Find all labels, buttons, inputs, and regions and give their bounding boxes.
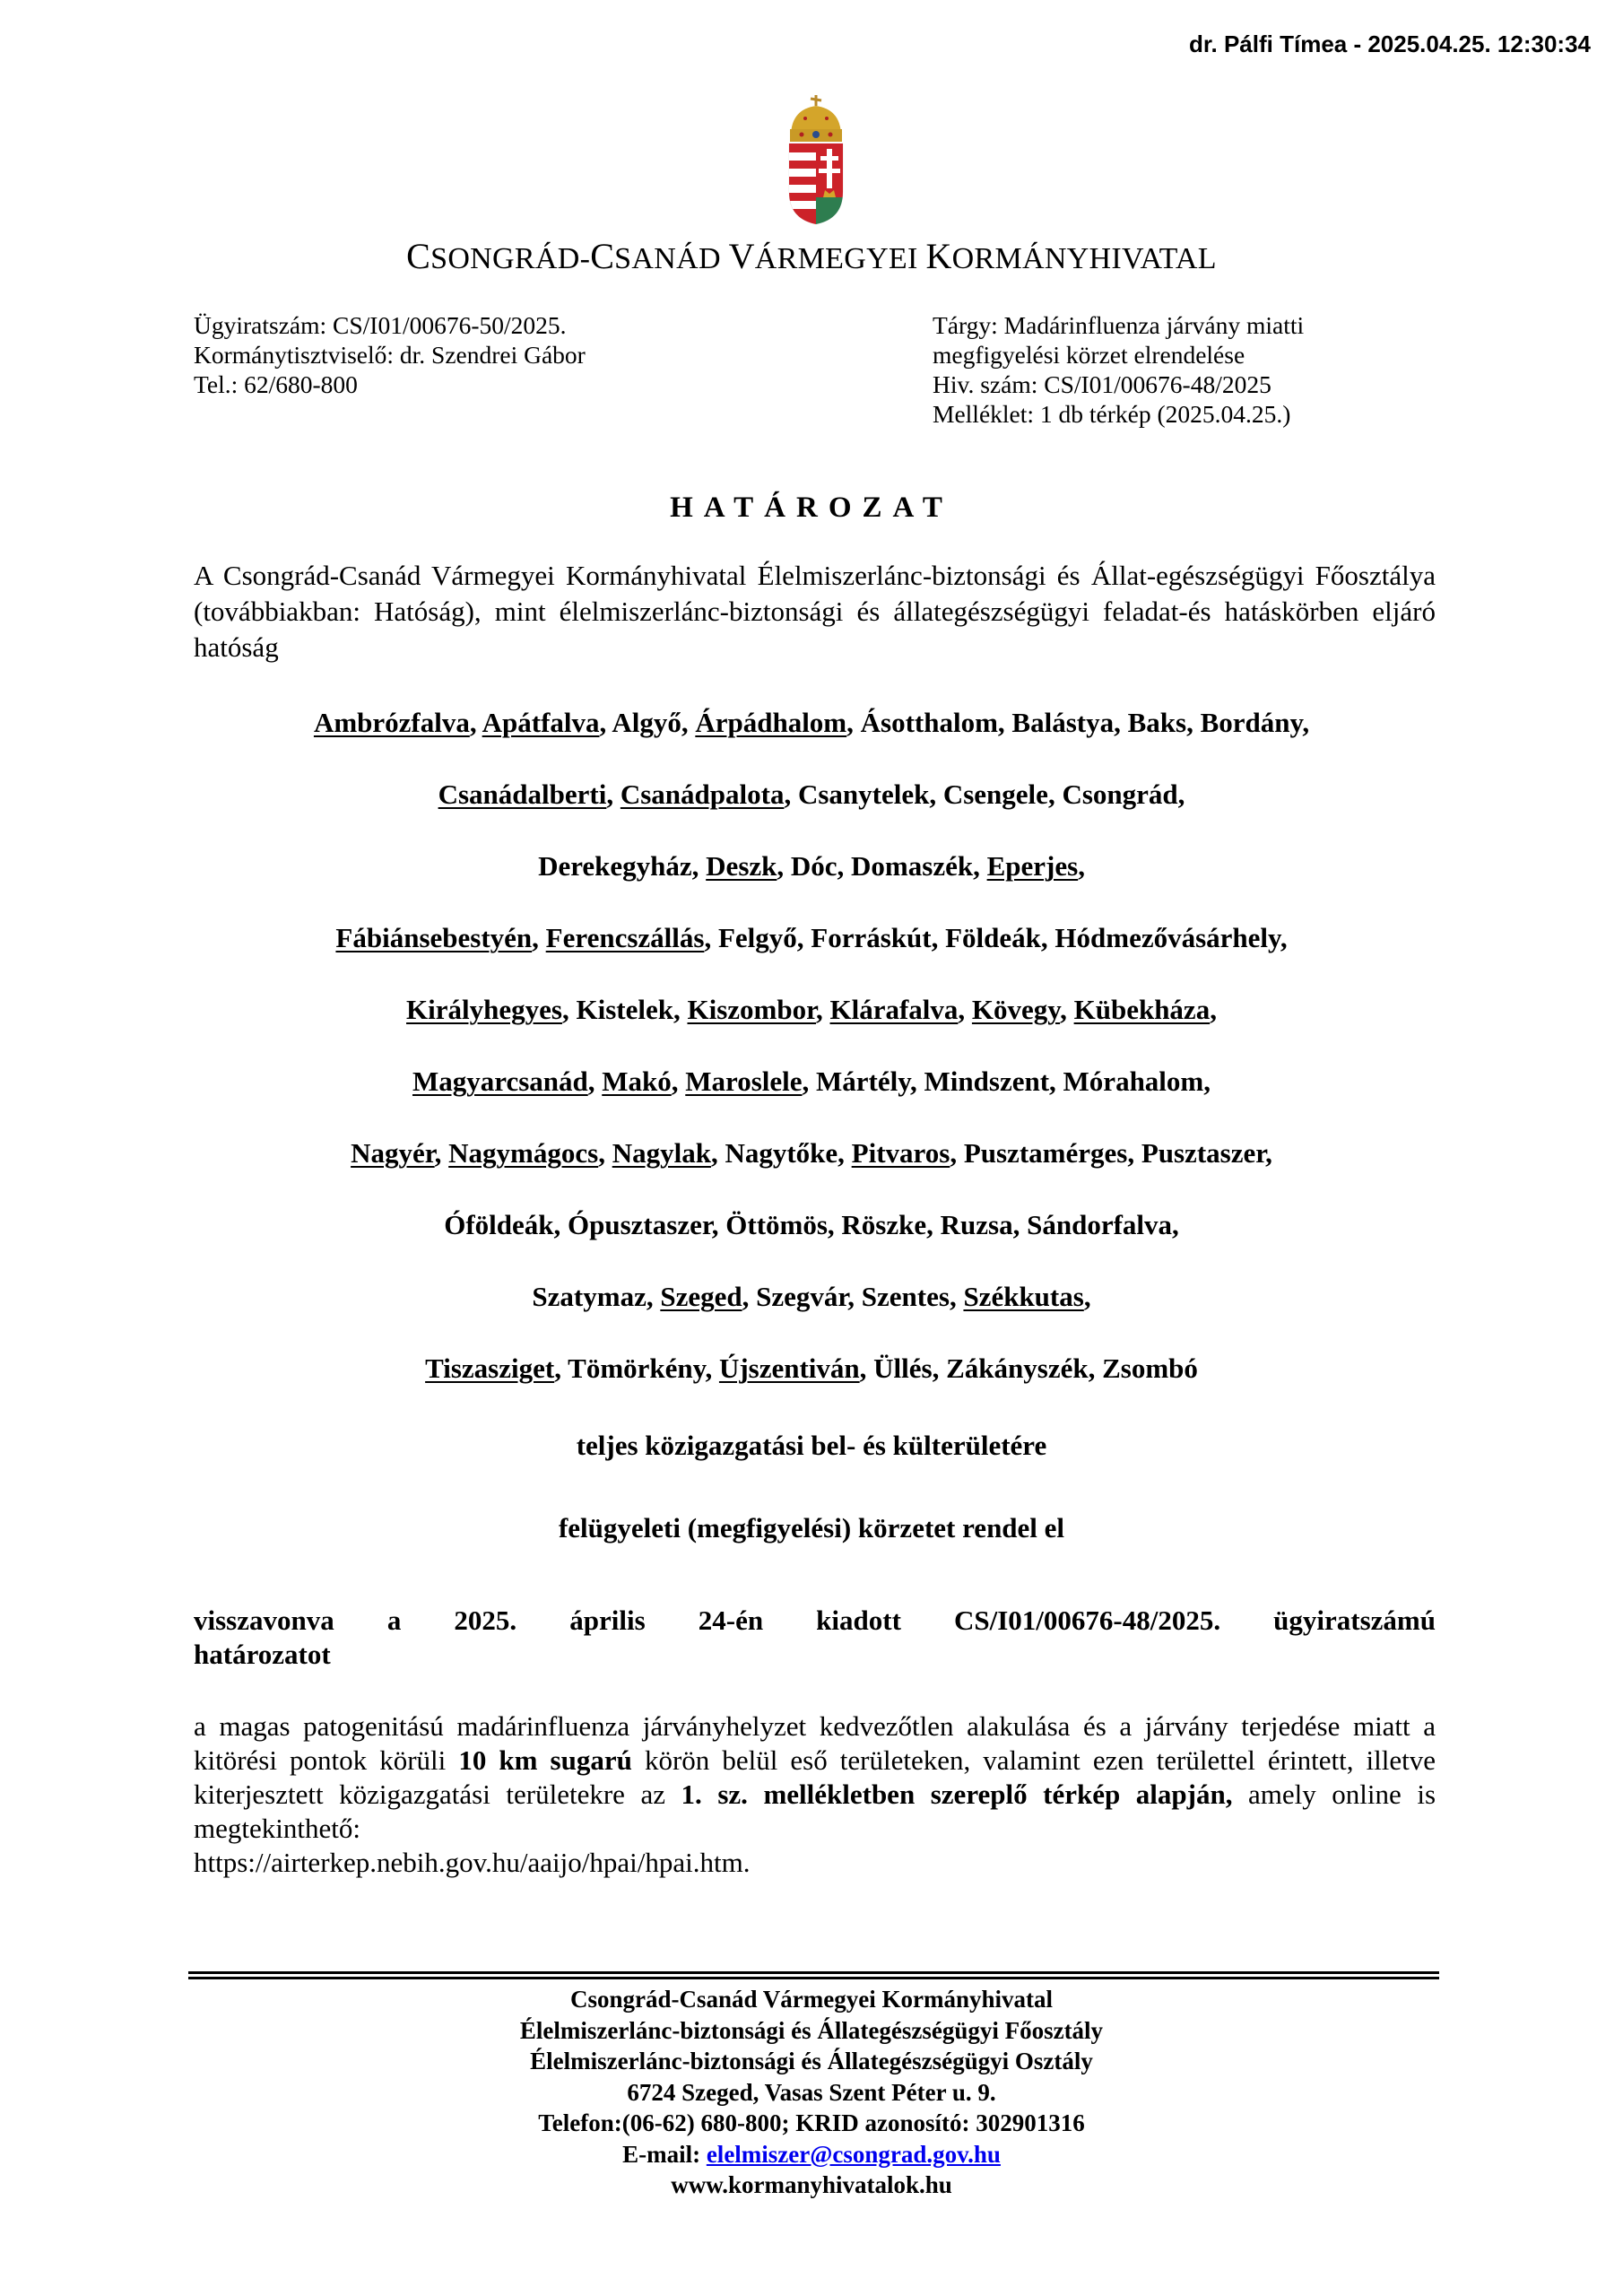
town-name: Derekegyház	[538, 850, 692, 882]
town-name: Mórahalom	[1063, 1065, 1204, 1097]
town-name: Ópusztaszer	[568, 1209, 712, 1240]
town-name: Röszke	[841, 1209, 927, 1240]
town-name: Kübekháza	[1073, 994, 1211, 1025]
footer-agency: Csongrád-Csanád Vármegyei Kormányhivatal	[569, 1986, 1053, 2013]
town-name: Balástya	[1011, 707, 1115, 738]
town-name: Makó	[602, 1065, 672, 1097]
revocation-line-2: határozatot	[194, 1639, 331, 1670]
attachment: Melléklet: 1 db térkép (2025.04.25.)	[933, 400, 1291, 428]
footer	[0, 1984, 1623, 2201]
town-name: Ruzsa	[940, 1209, 1013, 1240]
town-name: Hódmezővásárhely	[1055, 922, 1280, 953]
town-name: Deszk	[706, 850, 777, 882]
town-name: Földeák	[945, 922, 1041, 953]
reason-paragraph: a magas patogenitású madárinfluenza járványhelyzet kedvezőtlen alakulása és a járvány terjedése miatt a kitörési pontok körüli 10 km sugarú körön belül eső területeken, valamint ezen területtel érintett, illetve kiterjesztett közigazgatási területekre az 1. sz. mellékletben szereplő térkép alapján, amely online is megtekinthető: https://airterkep.nebih.gov.hu/aaijo/hpai/hpai.htm.	[194, 1710, 1436, 1878]
town-line: Magyarcsanád, Makó, Maroslele, Mártély, Mindszent, Mórahalom,	[412, 1065, 1211, 1097]
footer-address: 6724 Szeged, Vasas Szent Péter u. 9.	[627, 2078, 996, 2106]
town-name: Csanádpalota	[620, 778, 785, 810]
hungarian-coat-of-arms-icon	[785, 93, 846, 226]
footer-email-row: E-mail: elelmiszer@csongrad.gov.hu	[622, 2140, 1001, 2168]
town-name: Eperjes	[986, 850, 1079, 882]
town-name: Óföldeák	[444, 1209, 554, 1240]
town-name: Székkutas	[963, 1281, 1084, 1312]
phone: Tel.: 62/680-800	[194, 370, 358, 398]
town-name: Nagytőke	[725, 1137, 838, 1169]
town-name: Csanytelek	[797, 778, 930, 810]
town-name: Sándorfalva	[1027, 1209, 1173, 1240]
case-officer: Kormánytisztviselő: dr. Szendrei Gábor	[194, 341, 586, 369]
footer-website: www.kormanyhivatalok.hu	[671, 2171, 952, 2198]
email-link[interactable]: elelmiszer@csongrad.gov.hu	[706, 2140, 1001, 2168]
revocation-line-1: visszavonva a 2025. április 24-én kiadott CS/I01/00676-48/2025. ügyiratszámú	[194, 1605, 1436, 1636]
radius-emphasis: 10 km sugarú	[458, 1744, 632, 1776]
town-name: Nagymágocs	[448, 1137, 599, 1169]
town-name: Öttömös	[725, 1209, 828, 1240]
footer-division: Élelmiszerlánc-biztonsági és Állategészségügyi Osztály	[530, 2048, 1093, 2074]
town-name: Kistelek	[576, 994, 673, 1025]
town-name: Kiszombor	[687, 994, 816, 1025]
decision-line: felügyeleti (megfigyelési) körzetet rendel el	[558, 1512, 1065, 1544]
town-name: Baks	[1127, 707, 1187, 738]
town-name: Forráskút	[811, 922, 932, 953]
town-line: Szatymaz, Szeged, Szegvár, Szentes, Székkutas,	[532, 1281, 1091, 1312]
signature-timestamp: dr. Pálfi Tímea - 2025.04.25. 12:30:34	[1188, 30, 1591, 57]
town-name: Üllés	[873, 1352, 933, 1384]
footer-divider	[188, 1971, 1439, 1979]
town-name: Szeged	[660, 1281, 742, 1312]
town-name: Nagylak	[612, 1137, 711, 1169]
town-name: Bordány	[1200, 707, 1303, 738]
town-name: Szegvár	[756, 1281, 848, 1312]
town-name: Domaszék	[851, 850, 974, 882]
town-line: Csanádalberti, Csanádpalota, Csanytelek, Csengele, Csongrád,	[438, 778, 1185, 810]
subject-line-2: megfigyelési körzet elrendelése	[933, 341, 1245, 369]
town-line: Nagyér, Nagymágocs, Nagylak, Nagytőke, Pitvaros, Pusztamérges, Pusztaszer,	[351, 1137, 1272, 1169]
town-name: Árpádhalom	[695, 707, 847, 738]
town-name: Mártély	[816, 1065, 911, 1097]
reference-number: Hiv. szám: CS/I01/00676-48/2025	[933, 370, 1271, 398]
map-url: https://airterkep.nebih.gov.hu/aaijo/hpai/hpai.htm.	[194, 1847, 751, 1878]
town-name: Ásotthalom	[860, 707, 998, 738]
case-metadata	[194, 310, 586, 399]
town-name: Csongrád	[1062, 778, 1178, 810]
town-name: Kövegy	[971, 994, 1061, 1025]
town-line: Tiszasziget, Tömörkény, Újszentiván, Üllés, Zákányszék, Zsombó	[425, 1352, 1198, 1384]
town-name: Felgyő	[717, 922, 797, 953]
town-name: Tiszasziget	[425, 1352, 555, 1384]
town-name: Szatymaz	[532, 1281, 647, 1312]
town-line: Ambrózfalva, Apátfalva, Algyő, Árpádhalom, Ásotthalom, Balástya, Baks, Bordány,	[313, 707, 1310, 738]
town-name: Nagyér	[351, 1137, 435, 1169]
town-name: Apátfalva	[482, 707, 600, 738]
agency-name: CSONGRÁD-CSANÁD VÁRMEGYEI KORMÁNYHIVATAL	[406, 236, 1217, 276]
town-line: Királyhegyes, Kistelek, Kiszombor, Klárafalva, Kövegy, Kübekháza,	[406, 994, 1217, 1025]
footer-department: Élelmiszerlánc-biztonsági és Állategészségügyi Főosztály	[519, 2016, 1104, 2044]
intro-paragraph: A Csongrád-Csanád Vármegyei Kormányhivatal Élelmiszerlánc-biztonsági és Állat-egészségügyi Főosztálya (továbbiakban: Hatóság), mint élelmiszerlánc-biztonsági és állategészségügyi feladat-és hatáskörben eljáró hatóság	[194, 560, 1436, 663]
town-name: Maroslele	[685, 1065, 803, 1097]
town-name: Újszentiván	[718, 1352, 860, 1384]
town-list	[143, 705, 1480, 1422]
document-title: HATÁROZAT	[670, 491, 953, 524]
town-name: Zákányszék	[946, 1352, 1089, 1384]
town-name: Királyhegyes	[406, 994, 562, 1025]
town-name: Fábiánsebestyén	[335, 922, 533, 953]
case-number: Ügyiratszám: CS/I01/00676-50/2025.	[194, 311, 567, 339]
town-name: Ferencszállás	[545, 922, 705, 953]
town-name: Tömörkény	[568, 1352, 706, 1384]
revocation-clause	[194, 1604, 1436, 1672]
subject-line-1: Tárgy: Madárinfluenza járvány miatti	[933, 311, 1305, 339]
town-name: Pitvaros	[851, 1137, 950, 1169]
town-name: Algyő	[612, 707, 681, 738]
town-line: Derekegyház, Deszk, Dóc, Domaszék, Eperjes,	[538, 850, 1085, 882]
town-line: Óföldeák, Ópusztaszer, Öttömös, Röszke, Ruzsa, Sándorfalva,	[444, 1209, 1179, 1240]
town-name: Csanádalberti	[438, 778, 607, 810]
town-name: Szentes	[861, 1281, 950, 1312]
town-name: Mindszent	[924, 1065, 1050, 1097]
town-name: Ambrózfalva	[313, 707, 470, 738]
town-line: Fábiánsebestyén, Ferencszállás, Felgyő, Forráskút, Földeák, Hódmezővásárhely,	[335, 922, 1288, 953]
town-name: Magyarcsanád	[412, 1065, 588, 1097]
attachment-emphasis: 1. sz. mellékletben szereplő térkép alapján,	[681, 1779, 1233, 1810]
scope-line: teljes közigazgatási bel- és külterületére	[576, 1430, 1047, 1461]
town-name: Zsombó	[1102, 1352, 1198, 1384]
town-name: Klárafalva	[829, 994, 959, 1025]
town-name: Pusztaszer	[1141, 1137, 1266, 1169]
town-name: Csengele	[942, 778, 1048, 810]
town-name: Dóc	[790, 850, 838, 882]
subject-metadata	[933, 310, 1304, 429]
footer-phone: Telefon:(06-62) 680-800; KRID azonosító: 302901316	[538, 2109, 1085, 2136]
town-name: Pusztamérges	[963, 1137, 1128, 1169]
